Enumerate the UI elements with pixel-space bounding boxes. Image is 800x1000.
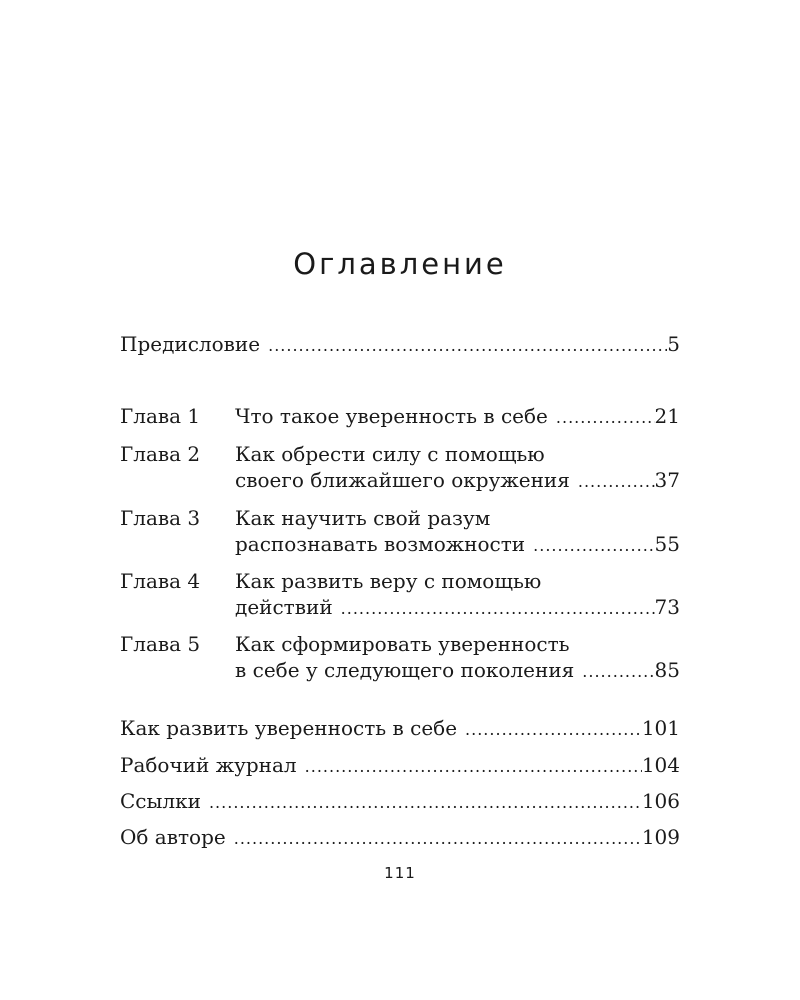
toc-page-number: 37: [654, 468, 680, 492]
toc-entry-title: Что такое уверенность в себе: [235, 404, 548, 428]
toc-page-number: 55: [654, 532, 680, 556]
toc-entry-chapter-3[interactable]: [235, 530, 680, 558]
chapter-label: Глава 5: [120, 632, 201, 656]
toc-page-number: 104: [641, 753, 680, 777]
toc-entry-title-line: Как развить веру с помощью: [235, 569, 542, 593]
toc-entry-chapter-5[interactable]: [235, 656, 680, 684]
page-title: Оглавление: [293, 247, 507, 281]
toc-page-number: 106: [641, 789, 680, 813]
toc-entry-title: Предисловие: [120, 332, 261, 356]
dot-leader: [260, 332, 667, 360]
toc-entry-title-line: Как научить свой разум: [235, 506, 491, 530]
dot-leader: [457, 716, 642, 744]
toc-page-number: 5: [667, 332, 680, 356]
toc-entry-title-line: Как обрести силу с помощью: [235, 442, 545, 466]
toc-entry-title: в себе у следующего поколения: [235, 658, 575, 682]
dot-leader: [574, 658, 654, 686]
toc-entry-backmatter-3[interactable]: [120, 787, 680, 815]
toc-entry-backmatter-2[interactable]: [120, 751, 680, 779]
dot-leader: [201, 789, 642, 817]
dot-leader: [226, 825, 642, 853]
toc-entry-title-line: Как сформировать уверенность: [235, 632, 570, 656]
dot-leader: [333, 595, 655, 623]
toc-entry-chapter-4[interactable]: [235, 593, 680, 621]
toc-entry-title: действий: [235, 595, 333, 619]
dot-leader: [297, 753, 642, 781]
toc-entry-title: распознавать возможности: [235, 532, 526, 556]
chapter-label: Глава 3: [120, 506, 201, 530]
dot-leader: [525, 532, 654, 560]
toc-entry-title: своего ближайшего окружения: [235, 468, 570, 492]
toc-entry-title: Ссылки: [120, 789, 201, 813]
toc-entry-backmatter-1[interactable]: [120, 714, 680, 742]
toc-entry-title: Об авторе: [120, 825, 226, 849]
chapter-label: Глава 1: [120, 404, 201, 428]
toc-entry-chapter-1[interactable]: [235, 402, 680, 430]
toc-page-number: 101: [641, 716, 680, 740]
toc-page-number: 109: [641, 825, 680, 849]
dot-leader: [548, 404, 655, 432]
toc-page-number: 21: [654, 404, 680, 428]
toc-page-number: 73: [654, 595, 680, 619]
chapter-label: Глава 2: [120, 442, 201, 466]
toc-entry-title: Как развить уверенность в себе: [120, 716, 458, 740]
toc-page-number: 85: [654, 658, 680, 682]
toc-entry-chapter-2[interactable]: [235, 466, 680, 494]
page-number-footer: 111: [384, 864, 416, 882]
toc-entry-preface[interactable]: [120, 330, 680, 358]
toc-entry-title: Рабочий журнал: [120, 753, 297, 777]
toc-entry-backmatter-4[interactable]: [120, 823, 680, 851]
chapter-label: Глава 4: [120, 569, 201, 593]
dot-leader: [570, 468, 655, 496]
